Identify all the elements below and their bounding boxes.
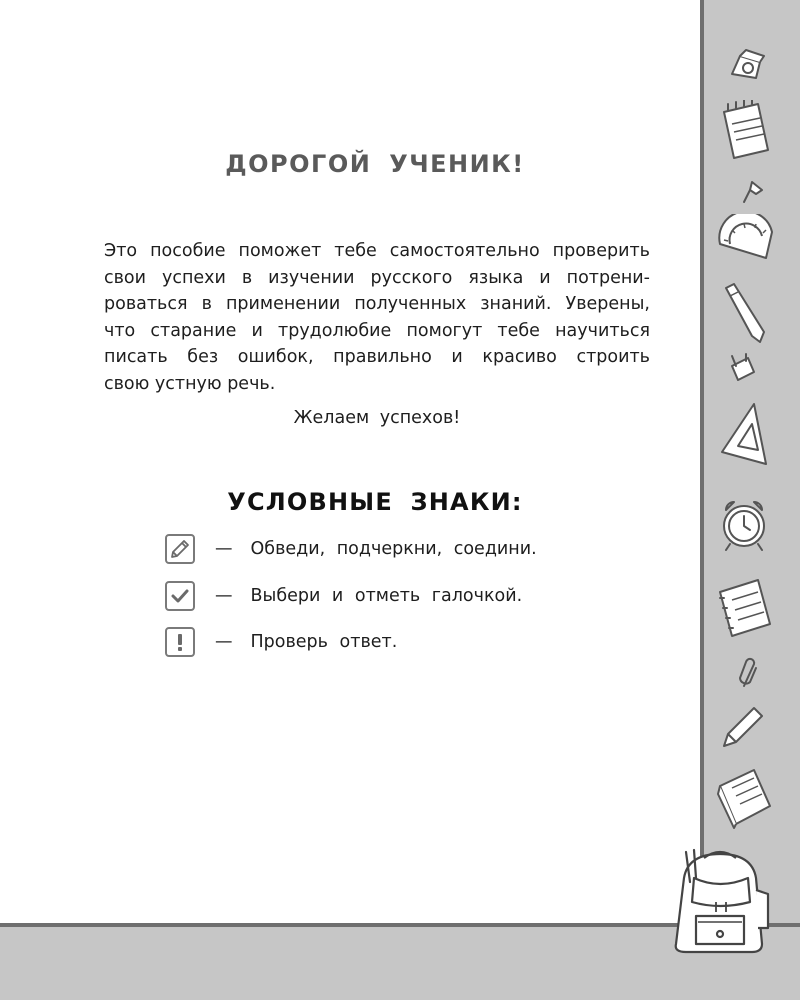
intro-line: писать без ошибок, правильно и красиво строить: [104, 347, 650, 367]
set-square-icon: [718, 400, 770, 468]
pencil-icon: [165, 534, 195, 564]
legend-text: Выбери и отметь галочкой.: [250, 586, 523, 606]
intro-line: свои успехи в изучении русского языка и потрени-: [104, 267, 650, 288]
backpack-icon: [664, 848, 774, 958]
legend-title: УСЛОВНЫЕ ЗНАКИ:: [227, 488, 523, 516]
intro-line: Это пособие поможет тебе самостоятельно проверить: [104, 241, 650, 261]
legend-item-exclamation: [165, 627, 397, 657]
pencil-tip-icon: [720, 704, 766, 750]
push-pin-icon: [738, 178, 766, 206]
legend-dash: —: [215, 539, 233, 559]
intro-line: что старание и трудолюбие помогут тебе научиться: [104, 320, 650, 341]
protractor-icon: [716, 214, 778, 262]
intro-line: свою устную речь.: [104, 373, 276, 394]
exclamation-icon: [165, 627, 195, 657]
legend-item-pencil: [165, 534, 537, 564]
legend-dash: —: [215, 632, 233, 652]
checkmark-icon: [165, 581, 195, 611]
legend-text: Обведи, подчеркни, соедини.: [250, 539, 537, 559]
sharpener-icon: [726, 44, 768, 86]
wish-text: Желаем успехов!: [293, 408, 461, 428]
intro-paragraph: [104, 238, 650, 397]
pen-icon: [720, 282, 772, 346]
spiral-notebook-icon: [714, 576, 776, 642]
binder-clip-icon: [726, 352, 760, 386]
page-title: ДОРОГОЙ УЧЕНИК!: [225, 150, 525, 178]
legend-item-checkmark: [165, 581, 522, 611]
paper-clip-icon: [736, 656, 760, 692]
legend-text: Проверь ответ.: [250, 632, 398, 652]
intro-line: роваться в применении полученных знаний. Уверены,: [104, 294, 650, 314]
book-icon: [714, 766, 776, 832]
legend-dash: —: [215, 586, 233, 606]
